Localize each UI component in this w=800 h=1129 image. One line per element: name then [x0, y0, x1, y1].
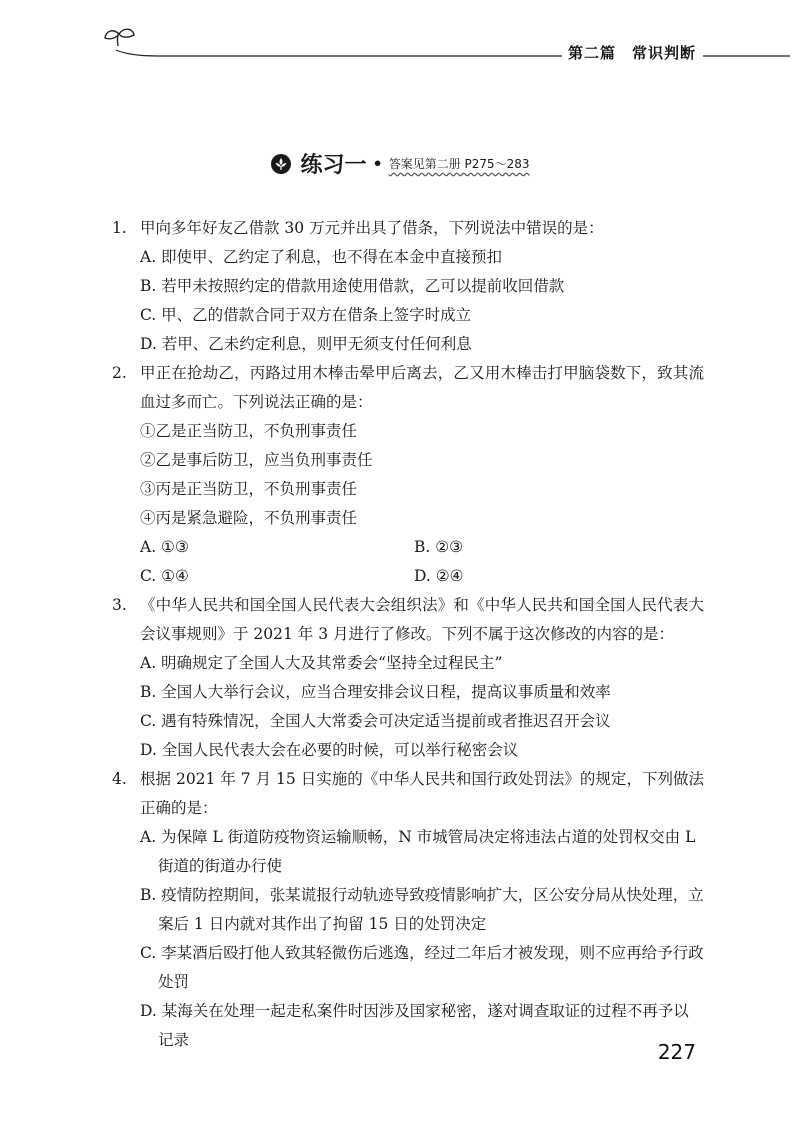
statement-1: ①乙是正当防卫，不负刑事责任 [140, 422, 358, 440]
option-c: C. 甲、乙的借款合同于双方在借条上签字时成立 [140, 306, 472, 324]
statement-2: ②乙是事后防卫，应当负刑事责任 [140, 451, 373, 469]
option-grid [140, 533, 704, 591]
option-b: B. 若甲未按照约定的借款用途使用借款，乙可以提前收回借款 [140, 277, 565, 295]
option-c: C. 遇有特殊情况，全国人大常委会可决定适当提前或者推迟召开会议 [140, 712, 611, 730]
title-separator: • [372, 154, 383, 173]
question-stem: 甲向多年好友乙借款 30 万元并出具了借条，下列说法中错误的是： [140, 219, 604, 237]
option-a: A. 为保障 L 街道防疫物资运输顺畅，N 市城管局决定将违法占道的处罚权交由 L 街道的街道办行使 [140, 828, 696, 875]
question-number: 3. [112, 596, 127, 614]
page-number: 227 [657, 1040, 696, 1064]
option-c: C. ①④ [140, 567, 189, 585]
question-stem: 《中华人民共和国全国人民代表大会组织法》和《中华人民共和国全国人民代表大会议事规则》于 2021 年 3 月进行了修改。下列不属于这次修改的内容的是： [140, 596, 704, 643]
statement-3: ③丙是正当防卫，不负刑事责任 [140, 480, 358, 498]
option-b: B. 疫情防控期间，张某谎报行动轨迹导致疫情影响扩大，区公安分局从快处理，立案后 1 日内就对其作出了拘留 15 日的处罚决定 [140, 886, 704, 933]
question-stem: 甲正在抢劫乙，丙路过用木棒击晕甲后离去，乙又用木棒击打甲脑袋数下，致其流血过多而亡。下列说法正确的是： [140, 364, 704, 411]
answer-reference: 答案见第二册 P275～283 [388, 157, 530, 171]
question-4 [112, 765, 704, 1055]
section-title: 第二篇 常识判断 [568, 44, 697, 62]
option-d: D. 某海关在处理一起走私案件时因涉及国家秘密，遂对调查取证的过程不再予以记录 [140, 1002, 689, 1049]
sprout-icon [105, 29, 134, 46]
question-list [112, 214, 704, 1055]
statement-4: ④丙是紧急避险，不负刑事责任 [140, 509, 358, 527]
question-number: 1. [112, 219, 127, 237]
question-stem: 根据 2021 年 7 月 15 日实施的《中华人民共和国行政处罚法》的规定，下列做法正确的是： [140, 770, 704, 817]
question-1 [112, 214, 704, 359]
option-c: C. 李某酒后殴打他人致其轻微伤后逃逸，经过二年后才被发现，则不应再给予行政处罚 [140, 944, 704, 991]
question-number: 2. [112, 364, 127, 382]
option-b: B. 全国人大举行会议，应当合理安排会议日程，提高议事质量和效率 [140, 683, 611, 701]
flower-badge-icon [270, 153, 292, 175]
exercise-title: 练习一 [300, 153, 367, 178]
exercise-heading [0, 148, 800, 179]
option-d: D. 若甲、乙未约定利息，则甲无须支付任何利息 [140, 335, 472, 353]
question-number: 4. [112, 770, 127, 788]
question-3 [112, 591, 704, 765]
option-b: B. ②③ [414, 538, 464, 556]
option-a: A. 即使甲、乙约定了利息，也不得在本金中直接预扣 [140, 248, 503, 266]
question-2 [112, 359, 704, 591]
option-a: A. ①③ [140, 538, 189, 556]
page-header [0, 0, 800, 70]
option-d: D. 全国人民代表大会在必要的时候，可以举行秘密会议 [140, 741, 519, 759]
option-a: A. 明确规定了全国人大及其常委会“坚持全过程民主” [140, 654, 503, 672]
option-d: D. ②④ [414, 567, 464, 585]
header-rule-left [116, 50, 562, 56]
